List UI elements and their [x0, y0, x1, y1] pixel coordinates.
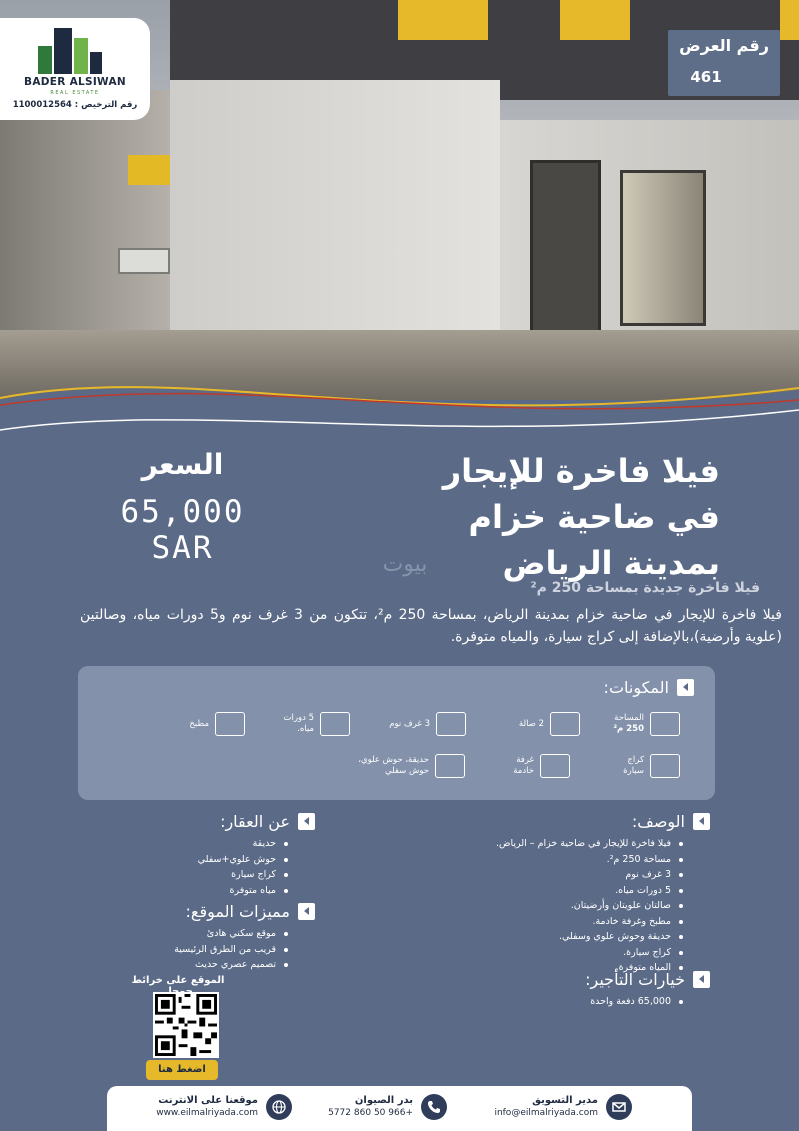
- feature-area: [580, 712, 680, 736]
- glass-door: [620, 170, 706, 326]
- open-map-button[interactable]: اضغط هنا: [146, 1060, 218, 1080]
- website-url: www.eilmalriyada.com: [156, 1108, 258, 1118]
- list-item: صالتان علويتان وأرضيتان.: [440, 898, 685, 914]
- title-line-3: بمدينة الرياض: [502, 544, 720, 582]
- brand-name: BADER ALSIWAN: [24, 76, 126, 88]
- feature-value: سيارة: [623, 766, 644, 776]
- feature-label: حديقة، حوش علوي،: [358, 755, 429, 765]
- chevron-left-icon: [298, 813, 315, 830]
- feature-label: 5 دورات: [283, 713, 314, 723]
- kitchen-icon: [215, 712, 245, 736]
- list-item: قريب من الطرق الرئيسية: [100, 942, 290, 958]
- website-contact[interactable]: [156, 1094, 292, 1120]
- list-item: حديقة: [100, 836, 290, 852]
- description-title: الوصف:: [631, 812, 685, 831]
- chevron-left-icon: [677, 679, 694, 696]
- bathtub-icon: [320, 712, 350, 736]
- list-item: المياه متوفرة.: [440, 960, 685, 976]
- list-item: مياه متوفرة: [100, 883, 290, 899]
- feature-label: غرفة: [516, 755, 534, 765]
- rent-options-heading: [480, 970, 710, 989]
- list-item: حوش علوي+سفلي: [100, 852, 290, 868]
- phone-title: بدر الصيوان: [354, 1095, 413, 1106]
- buildings-logo-icon: [38, 28, 102, 74]
- location-features-title: مميزات الموقع:: [185, 902, 290, 921]
- brand-tagline: REAL ESTATE: [50, 90, 100, 96]
- rent-options-title: خيارات التأجير:: [585, 970, 685, 989]
- list-item: 5 دورات مياه.: [440, 883, 685, 899]
- listing-title: [420, 448, 720, 586]
- offer-label: رقم العرض: [679, 36, 769, 55]
- watermark-logo: بيوت: [382, 552, 428, 577]
- marketing-email: info@eilmalriyada.com: [494, 1108, 598, 1118]
- list-item: 3 غرف نوم: [440, 867, 685, 883]
- about-title: عن العقار:: [220, 812, 290, 831]
- marketing-contact[interactable]: [494, 1094, 632, 1120]
- feature-bathrooms: [250, 712, 350, 736]
- garden-icon: [435, 754, 465, 778]
- feature-label: المساحة: [614, 713, 644, 723]
- list-item: مطبخ وغرفة خادمة.: [440, 914, 685, 930]
- description-list: [440, 836, 685, 976]
- feature-value: حوش سفلي: [384, 766, 429, 776]
- globe-icon: [266, 1094, 292, 1120]
- offer-number: 461: [668, 68, 744, 86]
- phone-number: +966 50 860 5772: [328, 1108, 413, 1118]
- location-features-list: [100, 926, 290, 973]
- sofa-icon: [550, 712, 580, 736]
- offer-badge: [668, 30, 780, 96]
- maid-icon: [540, 754, 570, 778]
- price-value: 65,000: [120, 494, 245, 530]
- feature-garage: [580, 754, 680, 778]
- yellow-panel: [560, 0, 630, 40]
- entry-door: [530, 160, 601, 341]
- phone-icon: [421, 1094, 447, 1120]
- qr-code-icon: [155, 994, 217, 1056]
- list-item: فيلا فاخرة للإيجار في ضاحية خزام – الرياض.: [440, 836, 685, 852]
- bed-icon: [436, 712, 466, 736]
- qr-code[interactable]: [153, 992, 219, 1058]
- license-number: رقم الترخيص : 1100012564: [12, 100, 138, 110]
- yellow-panel: [128, 155, 170, 185]
- price-currency: SAR: [151, 530, 214, 566]
- rent-options-list: [440, 994, 685, 1010]
- envelope-icon: [606, 1094, 632, 1120]
- feature-label: كراج: [627, 755, 644, 765]
- list-item: كراج سيارة.: [440, 945, 685, 961]
- feature-maid-room: [470, 754, 570, 778]
- feature-kitchen: [145, 712, 245, 736]
- area-icon: [650, 712, 680, 736]
- description-heading: [480, 812, 710, 831]
- feature-value: خادمة: [513, 766, 534, 776]
- chevron-left-icon: [298, 903, 315, 920]
- location-features-heading: [80, 902, 315, 921]
- feature-value: مياه.: [297, 724, 314, 734]
- price-value-block: [100, 494, 265, 566]
- feature-garden: [345, 754, 465, 778]
- list-item: حديقة وحوش علوي وسفلي.: [440, 929, 685, 945]
- components-heading: [400, 678, 694, 697]
- components-title: المكونات:: [603, 678, 669, 697]
- decorative-curve: [0, 360, 799, 450]
- list-item: كراج سيارة: [100, 867, 290, 883]
- subtitle: فيلا فاخرة جديدة بمساحة 250 م²: [530, 580, 760, 596]
- garage-icon: [650, 754, 680, 778]
- list-item: مساحة 250 م².: [440, 852, 685, 868]
- website-title: موقعنا على الانترنت: [158, 1095, 258, 1106]
- yellow-panel: [398, 0, 488, 40]
- chevron-left-icon: [693, 813, 710, 830]
- feature-label: مطبخ: [189, 718, 209, 729]
- description-paragraph: فيلا فاخرة للإيجار في ضاحية خزام بمدينة الرياض، بمساحة 250 م²، تتكون من 3 غرف نوم و5 دورات مياه، وصالتين (علوية وأرضية)،بالإضافة إلى كراج سيارة، والمياه متوفرة.: [80, 607, 782, 645]
- logo-box: [0, 18, 150, 120]
- window: [118, 248, 170, 274]
- title-line-2: في ضاحية خزام: [468, 498, 720, 536]
- feature-value: 250 م²: [613, 724, 644, 734]
- feature-label: 2 صالة: [518, 718, 544, 729]
- title-line-1: فيلا فاخرة للإيجار: [442, 452, 720, 490]
- feature-bedrooms: [366, 712, 466, 736]
- feature-halls: [480, 712, 580, 736]
- price-label: السعر: [141, 448, 224, 481]
- list-item: موقع سكني هادئ: [100, 926, 290, 942]
- about-heading: [100, 812, 315, 831]
- contact-footer: [107, 1086, 692, 1131]
- list-item: 65,000 دفعة واحدة: [440, 994, 685, 1010]
- chevron-left-icon: [693, 971, 710, 988]
- marketing-title: مدير التسويق: [532, 1095, 598, 1106]
- list-item: تصميم عصري حديث: [100, 957, 290, 973]
- yellow-panel: [780, 0, 799, 40]
- about-list: [100, 836, 290, 898]
- phone-contact[interactable]: [328, 1094, 447, 1120]
- map-label: الموقع على خرائط: [131, 975, 225, 986]
- feature-label: 3 غرف نوم: [389, 718, 430, 729]
